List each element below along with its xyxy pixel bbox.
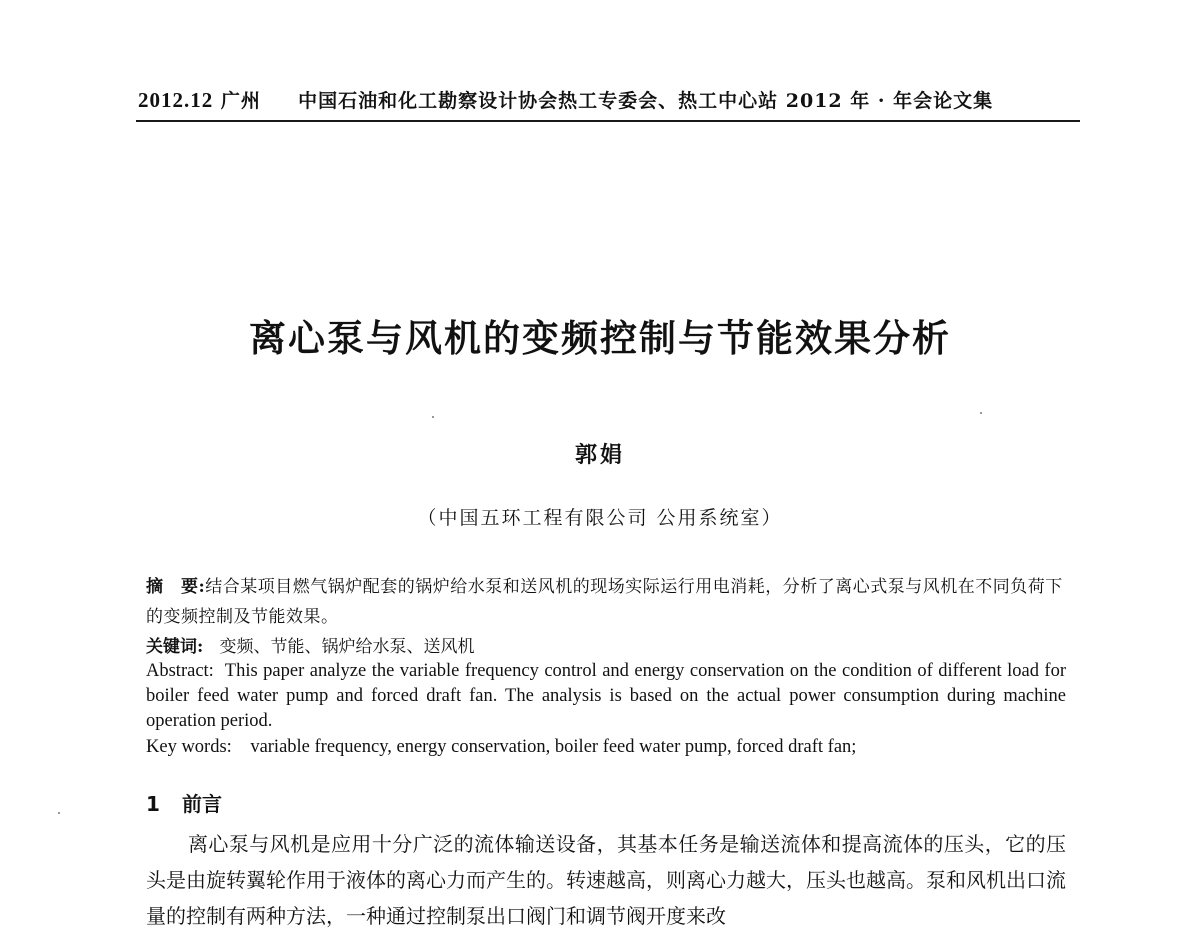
keywords-en <box>146 735 1066 760</box>
running-header <box>138 86 1078 113</box>
scan-speck <box>980 412 982 414</box>
section-title: 前言 <box>182 792 222 816</box>
body-paragraph: 离心泵与风机是应用十分广泛的流体输送设备，其基本任务是输送流体和提高流体的压头，它的压头是由旋转翼轮作用于液体的离心力而产生的。转速越高，则离心力越大，压头也越高。泵和风机出口流量的控制有两种方法，一种通过控制泵出口阀门和调节阀开度来改 <box>146 832 1066 928</box>
header-place: 广州 <box>220 90 261 112</box>
header-rule <box>136 120 1080 122</box>
section-heading <box>146 788 222 817</box>
paper-title: 离心泵与风机的变频控制与节能效果分析 <box>249 317 951 360</box>
section-number: 1 <box>146 792 160 816</box>
keywords-en-label: Key words: <box>146 737 232 757</box>
keywords-cn-label: 关键词: <box>146 637 204 657</box>
keywords-en-text: variable frequency, energy conservation, boiler feed water pump, forced draft fan; <box>250 737 857 757</box>
abstract-en-text: This paper analyze the variable frequency control and energy conservation on the condition of different load for boiler feed water pump and forced draft fan. The analysis is based on the actual power consumption during machine operation period. <box>146 661 1067 731</box>
abstract-en <box>146 659 1066 734</box>
header-date: 2012.12 <box>138 88 214 112</box>
abstract-cn-text: 结合某项目燃气锅炉配套的锅炉给水泵和送风机的现场实际运行用电消耗，分析了离心式泵与风机在不同负荷下的变频控制及节能效果。 <box>146 577 1063 627</box>
abstract-cn <box>146 572 1066 632</box>
abstract-en-label: Abstract: <box>146 661 214 681</box>
keywords-cn <box>146 634 1066 660</box>
author-affiliation: （中国五环工程有限公司 公用系统室） <box>417 507 783 529</box>
keywords-cn-text: 变频、节能、锅炉给水泵、送风机 <box>219 637 475 657</box>
scan-speck <box>432 416 434 418</box>
abstract-cn-label: 摘 要: <box>146 577 206 597</box>
author-name: 郭娟 <box>574 442 625 468</box>
header-collection: 中国石油和化工勘察设计协会热工专委会、热工中心站 2012 年 · 年会论文集 <box>298 90 994 112</box>
scan-speck <box>58 812 60 814</box>
